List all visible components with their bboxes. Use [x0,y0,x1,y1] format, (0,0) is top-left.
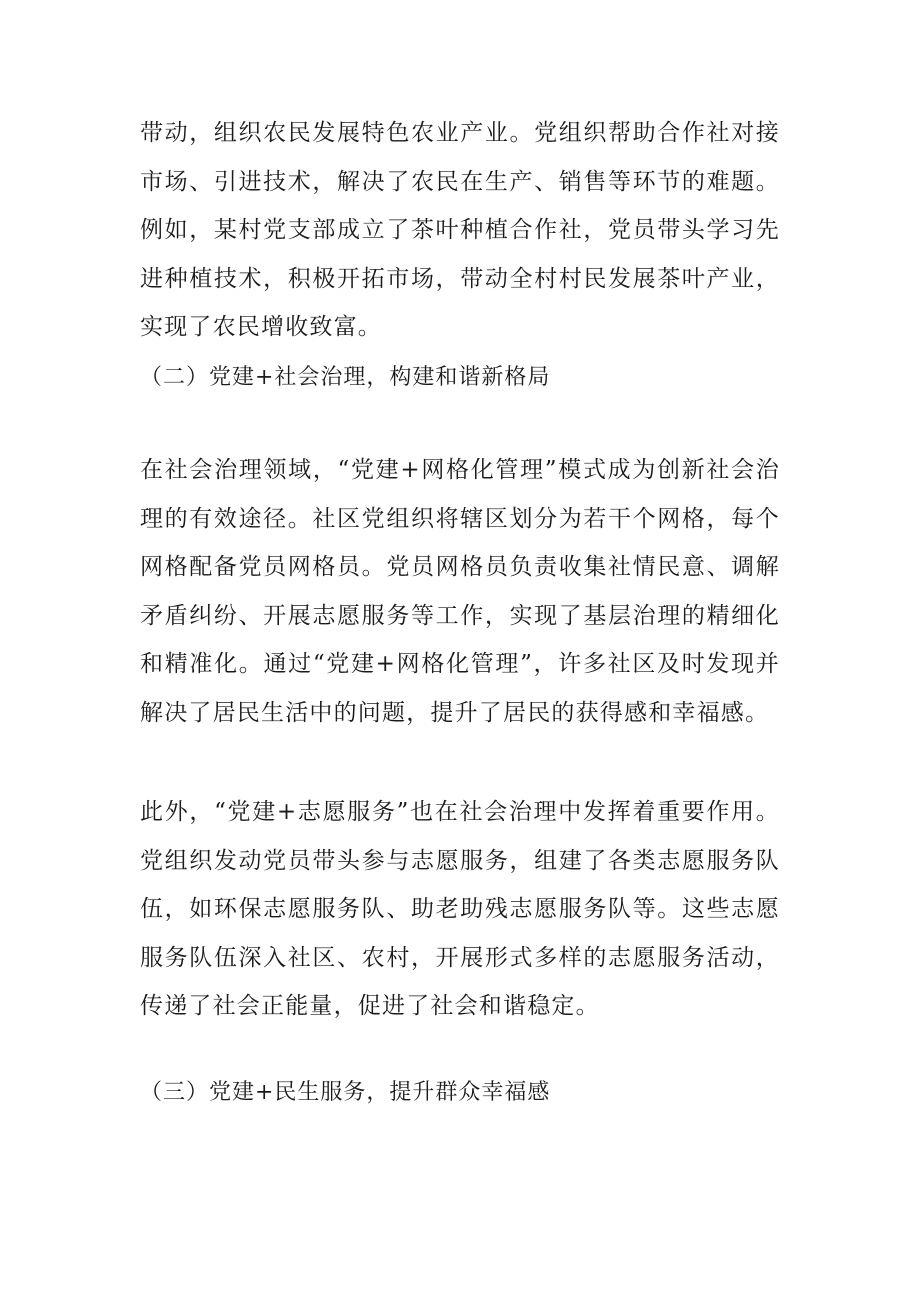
paragraph-grid-management: 在社会治理领域，“党建+网格化管理”模式成为创新社会治理的有效途径。社区党组织将辖区划分为若干个网格，每个网格配备党员网格员。党员网格员负责收集社情民意、调解矛盾纠纷、开展志愿服务等工作，实现了基层治理的精细化和精准化。通过“党建+网格化管理”，许多社区及时发现并解决了居民生活中的问题，提升了居民的获得感和幸福感。 [140,457,780,726]
paragraph-volunteer-service: 此外，“党建+志愿服务”也在社会治理中发挥着重要作用。党组织发动党员带头参与志愿服务，组建了各类志愿服务队伍，如环保志愿服务队、助老助残志愿服务队等。这些志愿服务队伍深入社区、农村，开展形式多样的志愿服务活动，传递了社会正能量，促进了社会和谐稳定。 [140,799,780,1019]
section-heading-social-governance: （二）党建+社会治理，构建和谐新格局 [140,365,551,390]
paragraph-agriculture: 带动，组织农民发展特色农业产业。党组织帮助合作社对接市场、引进技术，解决了农民在生产、销售等环节的难题。例如，某村党支部成立了茶叶种植合作社，党员带头学习先进种植技术，积极开拓市场，带动全村村民发展茶叶产业，实现了农民增收致富。 [140,120,780,340]
section-heading-livelihood-services: （三）党建+民生服务，提升群众幸福感 [140,1080,551,1105]
